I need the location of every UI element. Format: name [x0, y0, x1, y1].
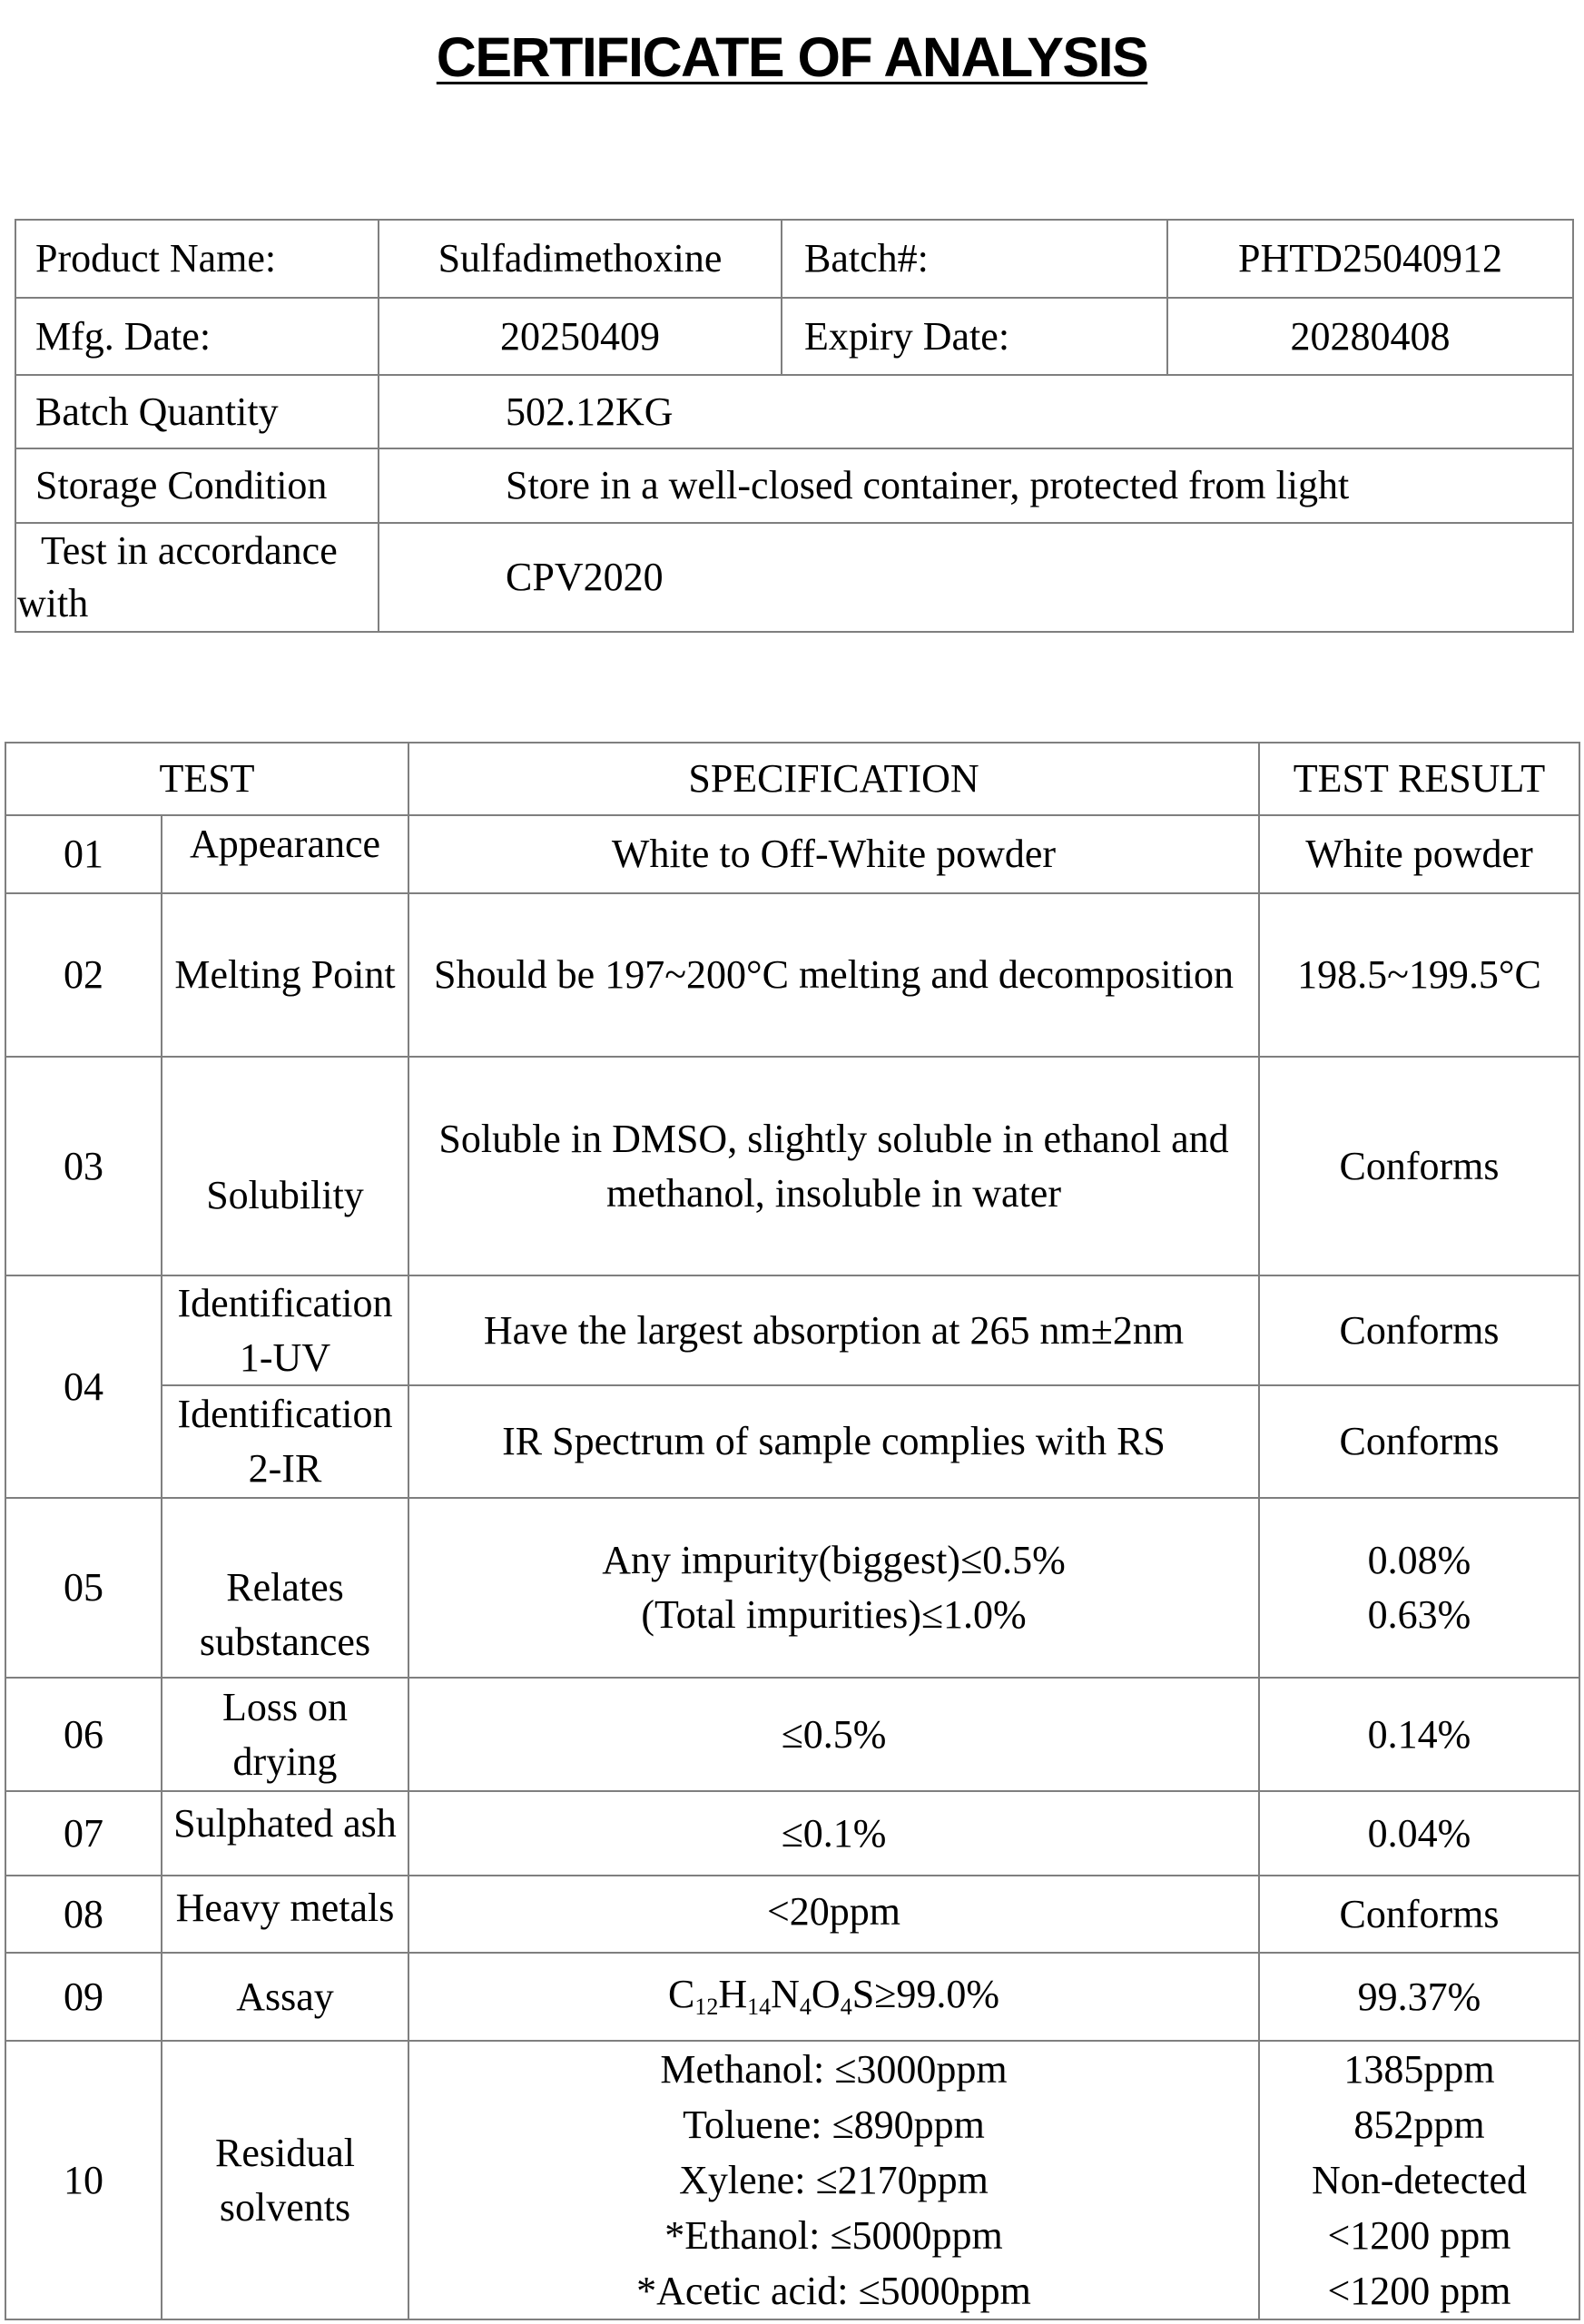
result-line: 0.63% [1367, 1592, 1471, 1637]
spec-line: Soluble in DMSO, slightly soluble in ethanol and [438, 1116, 1229, 1161]
row-05-test [161, 1497, 409, 1679]
test-line: Solubility [206, 1172, 364, 1217]
formula-subscript: 4 [799, 1993, 812, 2020]
test-standard-value: CPV2020 [378, 522, 1574, 633]
test-line: drying [232, 1738, 338, 1784]
header-test: TEST [5, 742, 409, 816]
row-04-number: 04 [5, 1275, 162, 1499]
result-line: 0.04% [1367, 1810, 1471, 1856]
row-03-test [161, 1056, 409, 1276]
test-line: Identification [177, 1392, 393, 1436]
storage-condition-label: Storage Condition [15, 448, 379, 524]
row-05-number: 05 [5, 1497, 162, 1679]
test-line: solvents [219, 2184, 351, 2230]
result-line: <1200 ppm [1327, 2269, 1511, 2313]
row-06-specification [408, 1677, 1260, 1792]
row-04b-specification [408, 1384, 1260, 1499]
row-02-number: 02 [5, 892, 162, 1058]
spec-line: IR Spectrum of sample complies with RS [502, 1419, 1166, 1463]
test-line: Appearance [189, 822, 381, 866]
row-01-result [1258, 814, 1580, 894]
row-07-result [1258, 1790, 1580, 1876]
page-title [0, 26, 1584, 88]
row-04b-test [161, 1384, 409, 1499]
result-line: 852ppm [1353, 2102, 1485, 2147]
row-01-specification [408, 814, 1260, 894]
result-line: Conforms [1339, 1419, 1500, 1463]
spec-line: ≤0.5% [781, 1711, 887, 1757]
row-04a-test [161, 1275, 409, 1386]
header-specification: SPECIFICATION [408, 742, 1260, 816]
row-09-test [161, 1952, 409, 2042]
test-line: Loss on [221, 1684, 349, 1729]
formula-subscript: 12 [694, 1993, 719, 2020]
result-line: 1385ppm [1343, 2047, 1495, 2092]
test-line: Identification [177, 1280, 393, 1325]
test-standard-label: Test in accordance with [17, 528, 338, 625]
test-standard-label-cell [15, 522, 379, 633]
row-10-result [1258, 2040, 1580, 2320]
spec-line: *Ethanol: ≤5000ppm [664, 2213, 1003, 2258]
row-02-test [161, 892, 409, 1058]
test-line: 1-UV [239, 1334, 331, 1380]
mfg-date-value: 20250409 [378, 297, 782, 376]
row-02-result [1258, 892, 1580, 1058]
test-line: Heavy metals [175, 1885, 395, 1930]
row-09-specification [408, 1952, 1260, 2042]
expiry-date-value: 20280408 [1166, 297, 1574, 376]
row-02-specification [408, 892, 1260, 1058]
result-line: Conforms [1339, 1307, 1500, 1353]
row-10-specification [408, 2040, 1260, 2320]
spec-line: methanol, insoluble in water [605, 1170, 1061, 1216]
row-01-number: 01 [5, 814, 162, 894]
spec-line: Should be 197~200°C melting and decomposition [433, 952, 1234, 997]
batch-no-value: PHTD25040912 [1166, 219, 1574, 299]
row-08-test [161, 1875, 409, 1954]
row-08-specification [408, 1875, 1260, 1954]
result-line: Conforms [1339, 1143, 1500, 1188]
test-line: 2-IR [248, 1446, 322, 1491]
spec-line: Methanol: ≤3000ppm [660, 2047, 1008, 2092]
test-line: Melting Point [174, 952, 396, 997]
result-line: White powder [1305, 832, 1533, 876]
spec-line: Toluene: ≤890ppm [683, 2102, 985, 2147]
row-03-number: 03 [5, 1056, 162, 1276]
spec-line: Any impurity(biggest)≤0.5% [602, 1538, 1066, 1582]
result-line: <1200 ppm [1327, 2213, 1511, 2258]
result-line: Conforms [1339, 1891, 1500, 1936]
row-08-result [1258, 1875, 1580, 1954]
spec-line: <20ppm [766, 1888, 901, 1934]
row-04a-result [1258, 1275, 1580, 1386]
row-07-number: 07 [5, 1790, 162, 1876]
row-10-number: 10 [5, 2040, 162, 2320]
spec-line: ≤0.1% [781, 1810, 887, 1856]
test-line: substances [199, 1620, 371, 1664]
spec-line: Have the largest absorption at 265 nm±2nm [483, 1307, 1185, 1353]
result-line: Non-detected [1312, 2158, 1527, 2202]
formula-subscript: 14 [747, 1993, 772, 2020]
row-05-result [1258, 1497, 1580, 1679]
page-title-text: CERTIFICATE OF ANALYSIS [436, 26, 1148, 88]
row-03-result [1258, 1056, 1580, 1276]
storage-condition-value: Store in a well-closed container, protected from light [378, 448, 1574, 524]
result-line: 198.5~199.5°C [1297, 952, 1541, 997]
product-name-value: Sulfadimethoxine [378, 219, 782, 299]
spec-line: White to Off-White powder [611, 832, 1057, 876]
header-test-result: TEST RESULT [1258, 742, 1580, 816]
assay-formula [668, 1967, 999, 2027]
product-name-label: Product Name: [15, 219, 379, 299]
test-line: Assay [236, 1974, 334, 2019]
row-06-number: 06 [5, 1677, 162, 1792]
row-07-test [161, 1790, 409, 1876]
formula-element: O [811, 1971, 841, 2016]
batch-quantity-label: Batch Quantity [15, 374, 379, 449]
expiry-date-label: Expiry Date: [781, 297, 1168, 376]
formula-element: H [718, 1971, 748, 2016]
result-line: 99.37% [1357, 1974, 1481, 2019]
row-08-number: 08 [5, 1875, 162, 1954]
row-10-test [161, 2040, 409, 2320]
spec-line: Xylene: ≤2170ppm [679, 2158, 989, 2202]
formula-subscript: 4 [840, 1993, 852, 2020]
row-06-test [161, 1677, 409, 1792]
result-line: 0.14% [1367, 1711, 1471, 1757]
test-line: Relates [226, 1565, 344, 1610]
result-line: 0.08% [1367, 1538, 1471, 1582]
formula-element: C [668, 1971, 695, 2016]
row-06-result [1258, 1677, 1580, 1792]
batch-no-label: Batch#: [781, 219, 1168, 299]
spec-line: (Total impurities)≤1.0% [641, 1592, 1027, 1637]
row-04a-specification [408, 1275, 1260, 1386]
batch-quantity-value: 502.12KG [378, 374, 1574, 449]
row-05-specification [408, 1497, 1260, 1679]
row-09-result [1258, 1952, 1580, 2042]
mfg-date-label: Mfg. Date: [15, 297, 379, 376]
row-01-test [161, 814, 409, 894]
row-07-specification [408, 1790, 1260, 1876]
row-09-number: 09 [5, 1952, 162, 2042]
test-line: Residual [215, 2130, 355, 2175]
formula-element: N [771, 1971, 800, 2016]
row-03-specification [408, 1056, 1260, 1276]
spec-line: *Acetic acid: ≤5000ppm [636, 2269, 1031, 2313]
row-04b-result [1258, 1384, 1580, 1499]
formula-element: S≥99.0% [851, 1971, 999, 2016]
test-line: Sulphated ash [173, 1800, 397, 1846]
